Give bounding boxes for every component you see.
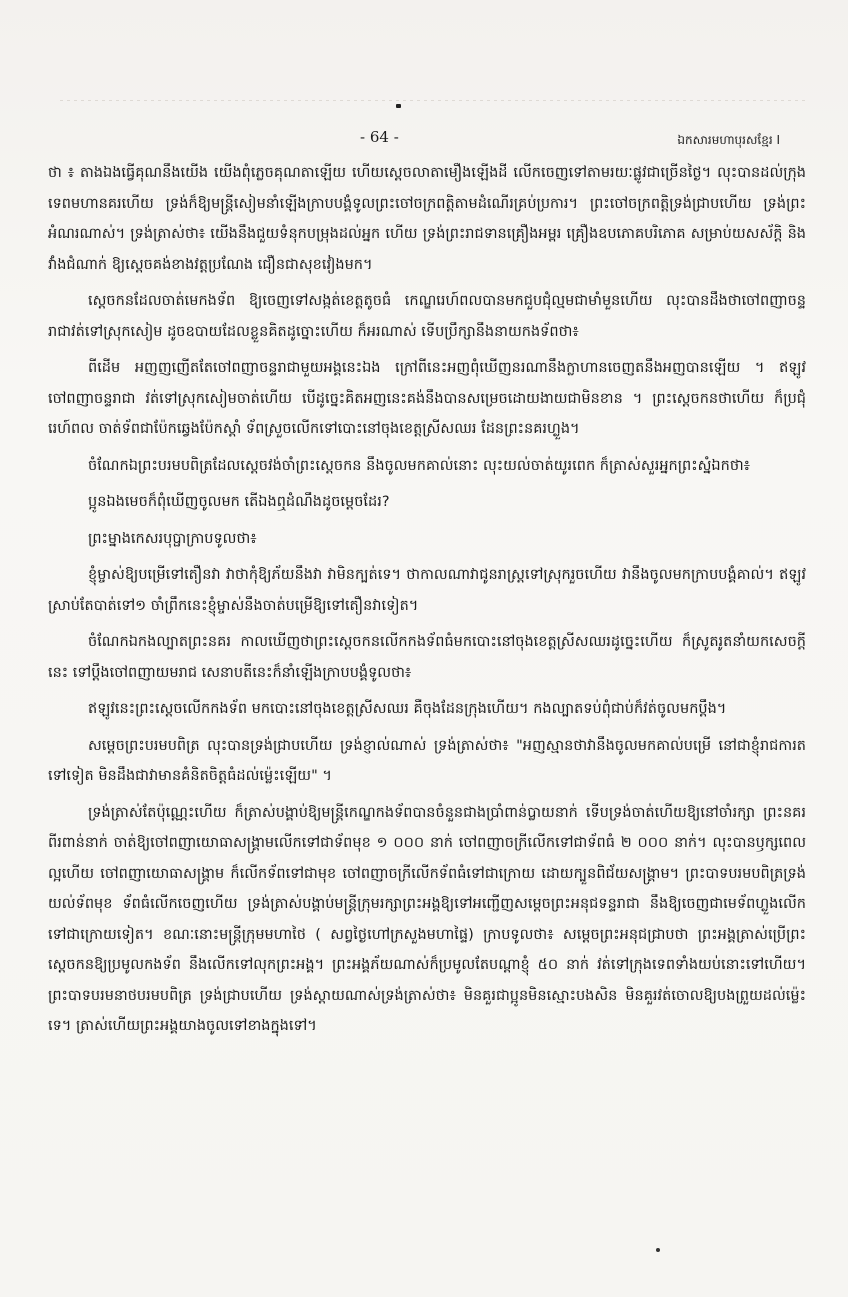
paragraph-10: សម្ដេចព្រះបរមបពិត្រ លុះបានទ្រង់ជ្រាបហើយ ទ្រង់ខ្ញាល់ណាស់ ទ្រង់ត្រាស់ថា៖ "អញស្មានថាវានឹងចូលមកគាល់បម្រើ នៅជាខ្ញុំរាជការតទៅទៀត មិនដឹងជាវាមានគំនិតចិត្តធំដល់ម្ល៉េះឡើយ" ។ [48, 737, 806, 784]
paragraph-6-dialogue: ព្រះម្នាងកេសរបុប្ផាក្រាបទូលថា៖ [88, 530, 257, 547]
scan-artifact-line [60, 100, 808, 101]
running-title: ឯកសារមហាបុរសខ្មែរ I [677, 133, 780, 147]
scan-dot-bottom [656, 1248, 660, 1252]
body-text [48, 158, 806, 1048]
paragraph-5-dialogue: ប្អូនឯងមេចក៏ពុំឃើញចូលមក តើឯងឮដំណឹងដូចម្ដេចដែរ? [88, 494, 390, 510]
paragraph-1: ថា ៖ តាងឯងធ្វើគុណនឹងយើង យើងពុំភ្លេចគុណតាឡើយ ហើយស្ដេចលាតាមឿងឡើងដី លើកចេញទៅតាមរយៈផ្លូវជាច្រើនថ្ងៃ។ លុះបានដល់ក្រុងទេពមហានគរហើយ ទ្រង់ក៏ឱ្យមន្ត្រីសៀមនាំឡើងក្រាបបង្គំទូលព្រះចៅចក្រពត្តិតាមដំណើរគ្រប់ប្រការ។ ព្រះចៅចក្រពត្តិទ្រង់ជ្រាបហើយ ទ្រង់ព្រះអំណរណាស់។ ទ្រង់ត្រាស់ថា៖ យើងនឹងជួយទំនុកបម្រុងដល់អ្នក ហើយ ទ្រង់ព្រះរាជទានគ្រឿងអម្ពរ គ្រឿងឧបភោគបរិភោគ សម្រាប់យសស័ក្តិ និងវាំងជំណាក់ ឱ្យស្ដេចគង់ខាងវត្តប្រណែង ជឿនជាសុខវៀងមក។ [48, 165, 806, 273]
page-number: - 64 - [360, 128, 399, 146]
paragraph-3: ពីដើម អញញញើតតែចៅពញាចន្ទរាជាមួយអង្គនេះឯង ក្រៅពីនេះអញពុំឃើញនរណានឹងក្លាហានចេញតនឹងអញបានឡើយ ។ ឥឡូវចៅពញាចន្ទរាជា វត់ទៅស្រុកសៀមចាត់ហើយ បើដូច្នេះគិតអញនេះគង់នឹងបានសម្រេចដោយងាយជាមិនខាន ។ ព្រះស្ដេចកនថាហើយ ក៏ប្រជុំរេហ៍ពល ចាត់ទ័ពជាប៉ែកឆ្វេងប៉ែកស្ដាំ ទ័ពស្រួចលើកទៅបោះនៅចុងខេត្តស្រីសឈរ ដែនព្រះនគរហ្លួង។ [48, 360, 806, 437]
paragraph-2: ស្ដេចកនដែលចាត់មេកងទ័ព ឱ្យចេញទៅសង្កត់ខេត្តតូចធំ កេណ្ឌរេហ៍ពលបានមកជួបជុំល្មមជាមាំមួនហើយ លុះបានដឹងថាចៅពញាចន្ទរាជាវត់ទៅស្រុកសៀម ដូចឧបាយដែលខ្លួនគិតដូច្នោះហើយ ក៏អរណាស់ ទើបប្រឹក្សានឹងនាយកងទ័ពថា៖ [48, 293, 806, 340]
paragraph-8: ចំណែកឯកងល្បាតព្រះនគរ កាលឃើញថាព្រះស្ដេចកនលើកកងទ័ពធំមកបោះនៅចុងខេត្តស្រីសឈរដូច្នេះហើយ ក៏ស្រូតរូតនាំយកសេចក្ដីនេះ ទៅប្ដឹងចៅពញាយមរាជ សេនាបតីនេះក៏នាំឡើងក្រាបបង្គំទូលថា៖ [48, 634, 806, 681]
paragraph-11: ទ្រង់ត្រាស់តែប៉ុណ្ណេះហើយ ក៏ត្រាស់បង្គាប់ឱ្យមន្ត្រីកេណ្ឌកងទ័ពបានចំនួនជាងប្រាំពាន់ប្លាយនាក់ ទើបទ្រង់ចាត់ហើយឱ្យនៅចាំរក្សា ព្រះនគរពីរពាន់នាក់ ចាត់ឱ្យចៅពញាយោធាសង្គ្រាមលើកទៅជាទ័ពមុខ ១ ០០០ នាក់ ចៅពញាចក្រីលើកទៅជាទ័ពធំ ២ ០០០ នាក់។ លុះបានឫក្សពេលល្អហើយ ចៅពញាយោធាសង្គ្រាម ក៏លើកទ័ពទៅជាមុខ ចៅពញាចក្រីលើកទ័ពធំទៅជាក្រោយ ដោយក្បួនពិជ័យសង្គ្រាម។ ព្រះបាទបរមបពិត្រទ្រង់យល់ទ័ពមុខ ទ័ពធំលើកចេញហើយ ទ្រង់ត្រាស់បង្គាប់មន្ត្រីក្រុមរក្សាព្រះអង្គឱ្យទៅអញ្ជើញសម្ដេចព្រះអនុជទន្ទរាជា នឹងឱ្យចេញជាមេទ័ពហ្លួងលើកទៅជាក្រោយទៀត។ ខណៈនោះមន្ត្រីក្រុមមហាថៃ ( សព្វថ្ងៃហៅក្រសួងមហាផ្ទៃ) ក្រាបទូលថា៖ សម្ដេចព្រះអនុជជ្រាបថា ព្រះអង្គត្រាស់ប្រើព្រះស្ដេចកនឱ្យប្រមូលកងទ័ព នឹងលើកទៅលុកព្រះអង្គ។ ព្រះអង្គភ័យណាស់ក៏ប្រមូលតែបណ្ដាខ្ញុំ ៥០ នាក់ វត់ទៅក្រុងទេពទាំងយប់នោះទៅហើយ។ ព្រះបាទបរមនាថបរមបពិត្រ ទ្រង់ជ្រាបហើយ ទ្រង់ស្ដាយណាស់ទ្រង់ត្រាស់ថា៖ មិនគួរជាប្អូនមិនស្មោះបងសិន មិនគួរវត់ចោលឱ្យបងព្រួយដល់ម្ល៉េះទេ។ ត្រាស់ហើយព្រះអង្គយាងចូលទៅខាងក្នុងទៅ។ [48, 804, 806, 1034]
page-header [0, 128, 848, 152]
paragraph-4: ចំណែកឯព្រះបរមបពិត្រដែលស្ដេចវង់ចាំព្រះស្ដេចកន នឹងចូលមកគាល់នោះ លុះយល់ចាត់យូរពេក ក៏ត្រាស់សួរអ្នកព្រះស្នំឯកថា៖ [88, 457, 751, 474]
paragraph-7: ខ្ញុំម្ចាស់ឱ្យបម្រើទៅតឿនវា វាថាកុំឱ្យភ័យនឹងវា វាមិនក្បត់ទេ។ ថាកាលណាវាជូនរាស្ដ្រទៅស្រុករួចហើយ វានឹងចូលមកក្រាបបង្គំគាល់។ ឥឡូវស្រាប់តែបាត់ទៅ១ ចាំព្រឹកនេះខ្ញុំម្ចាស់នឹងចាត់បម្រើឱ្យទៅតឿនវាទៀត។ [48, 567, 806, 614]
paragraph-9: ឥឡូវនេះព្រះស្ដេចលើកកងទ័ព មកបោះនៅចុងខេត្តស្រីសឈរ គឺចុងដែនក្រុងហើយ។ កងល្បាតទប់ពុំជាប់ក៏វត់ចូលមកប្ដឹង។ [88, 701, 727, 717]
scan-dot-mark [396, 104, 401, 108]
